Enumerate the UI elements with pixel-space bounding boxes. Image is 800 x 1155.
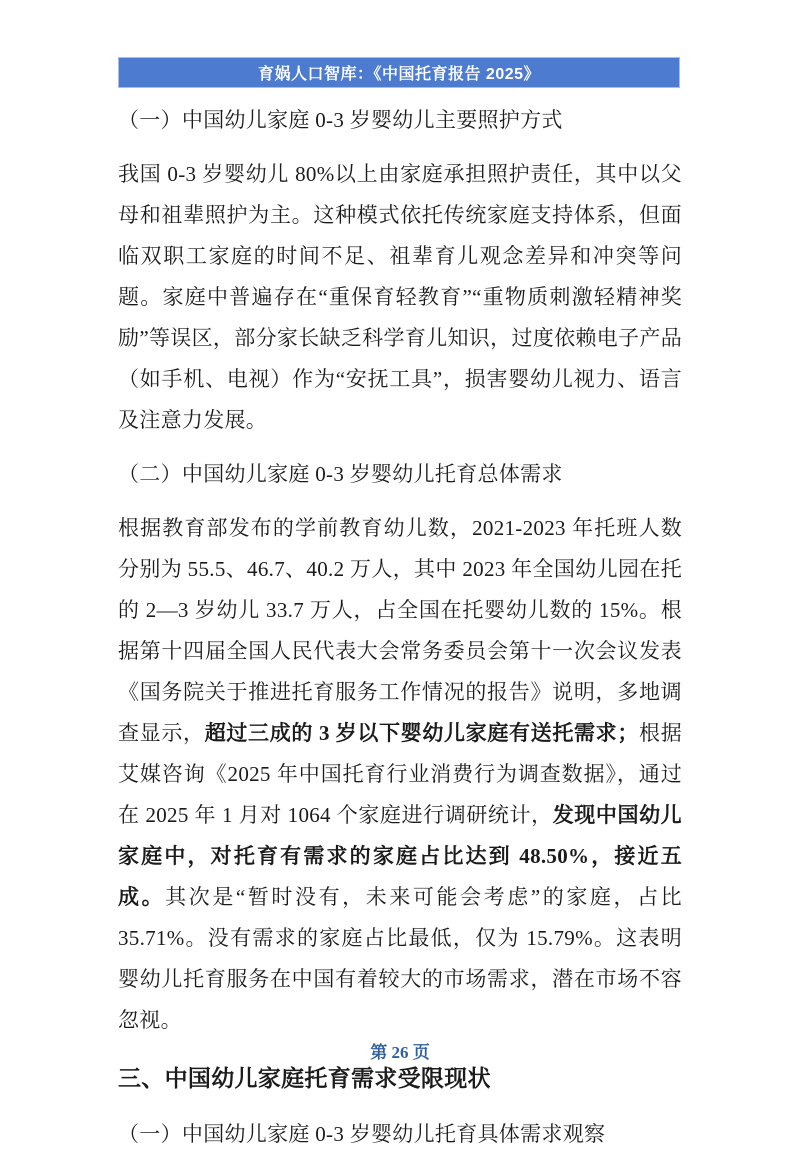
paragraph-overall-demand [118,508,682,1041]
paragraph-run: 其次是“暂时没有，未来可能会考虑”的家庭，占比 35.71%。没有需求的家庭占比最低，仅为 15.79%。这表明婴幼儿托育服务在中国有着较大的市场需求，潜在市场不容忽视。 [118,885,682,1032]
section4-heading: （一）中国幼儿家庭 0-3 岁婴幼儿托育具体需求观察 [118,1122,606,1146]
page-number: 第 26 页 [370,1043,430,1062]
paragraph-care-modes: 我国 0-3 岁婴幼儿 80%以上由家庭承担照护责任，其中以父母和祖辈照护为主。这种模式依托传统家庭支持体系，但面临双职工家庭的时间不足、祖辈育儿观念差异和冲突等问题。家庭中普遍存在“重保育轻教育”“重物质刺激轻精神奖励”等误区，部分家长缺乏科学育儿知识，过度依赖电子产品（如手机、电视）作为“安抚工具”，损害婴幼儿视力、语言及注意力发展。 [118,162,682,432]
section3-chapter-heading: 三、中国幼儿家庭托育需求受限现状 [118,1066,491,1091]
header-banner [118,57,680,88]
document-content [118,100,682,1155]
header-title: 育娲人口智库：《中国托育报告 2025》 [257,66,541,83]
page-footer [0,1039,800,1068]
paragraph-run: 根据教育部发布的学前教育幼儿数，2021-2023 年托班人数分别为 55.5、46.7、40.2 万人，其中 2023 年全国幼儿园在托的 2—3 岁幼儿 33.7 万人，占全国在托婴幼儿数的 15%。根据第十四届全国人民代表大会常务委员会第十一次会议发表《国务院关于推进托育服务工作情况的报告》说明，多地调查显示， [118,516,682,745]
paragraph-run: 根据艾媒咨询《2025 年中国托育行业消费行为调查数据》，通过在 2025 年 1 月对 1064 个家庭进行调研统计， [118,721,682,827]
paragraph-run-bold: 发现中国幼儿家庭中，对托育有需求的家庭占比达到 48.50%，接近五成。 [118,803,682,909]
section2-heading: （二）中国幼儿家庭 0-3 岁婴幼儿托育总体需求 [118,462,563,486]
paragraph-run-bold: 超过三成的 3 岁以下婴幼儿家庭有送托需求； [204,721,639,745]
section1-heading: （一）中国幼儿家庭 0-3 岁婴幼儿主要照护方式 [118,108,563,132]
